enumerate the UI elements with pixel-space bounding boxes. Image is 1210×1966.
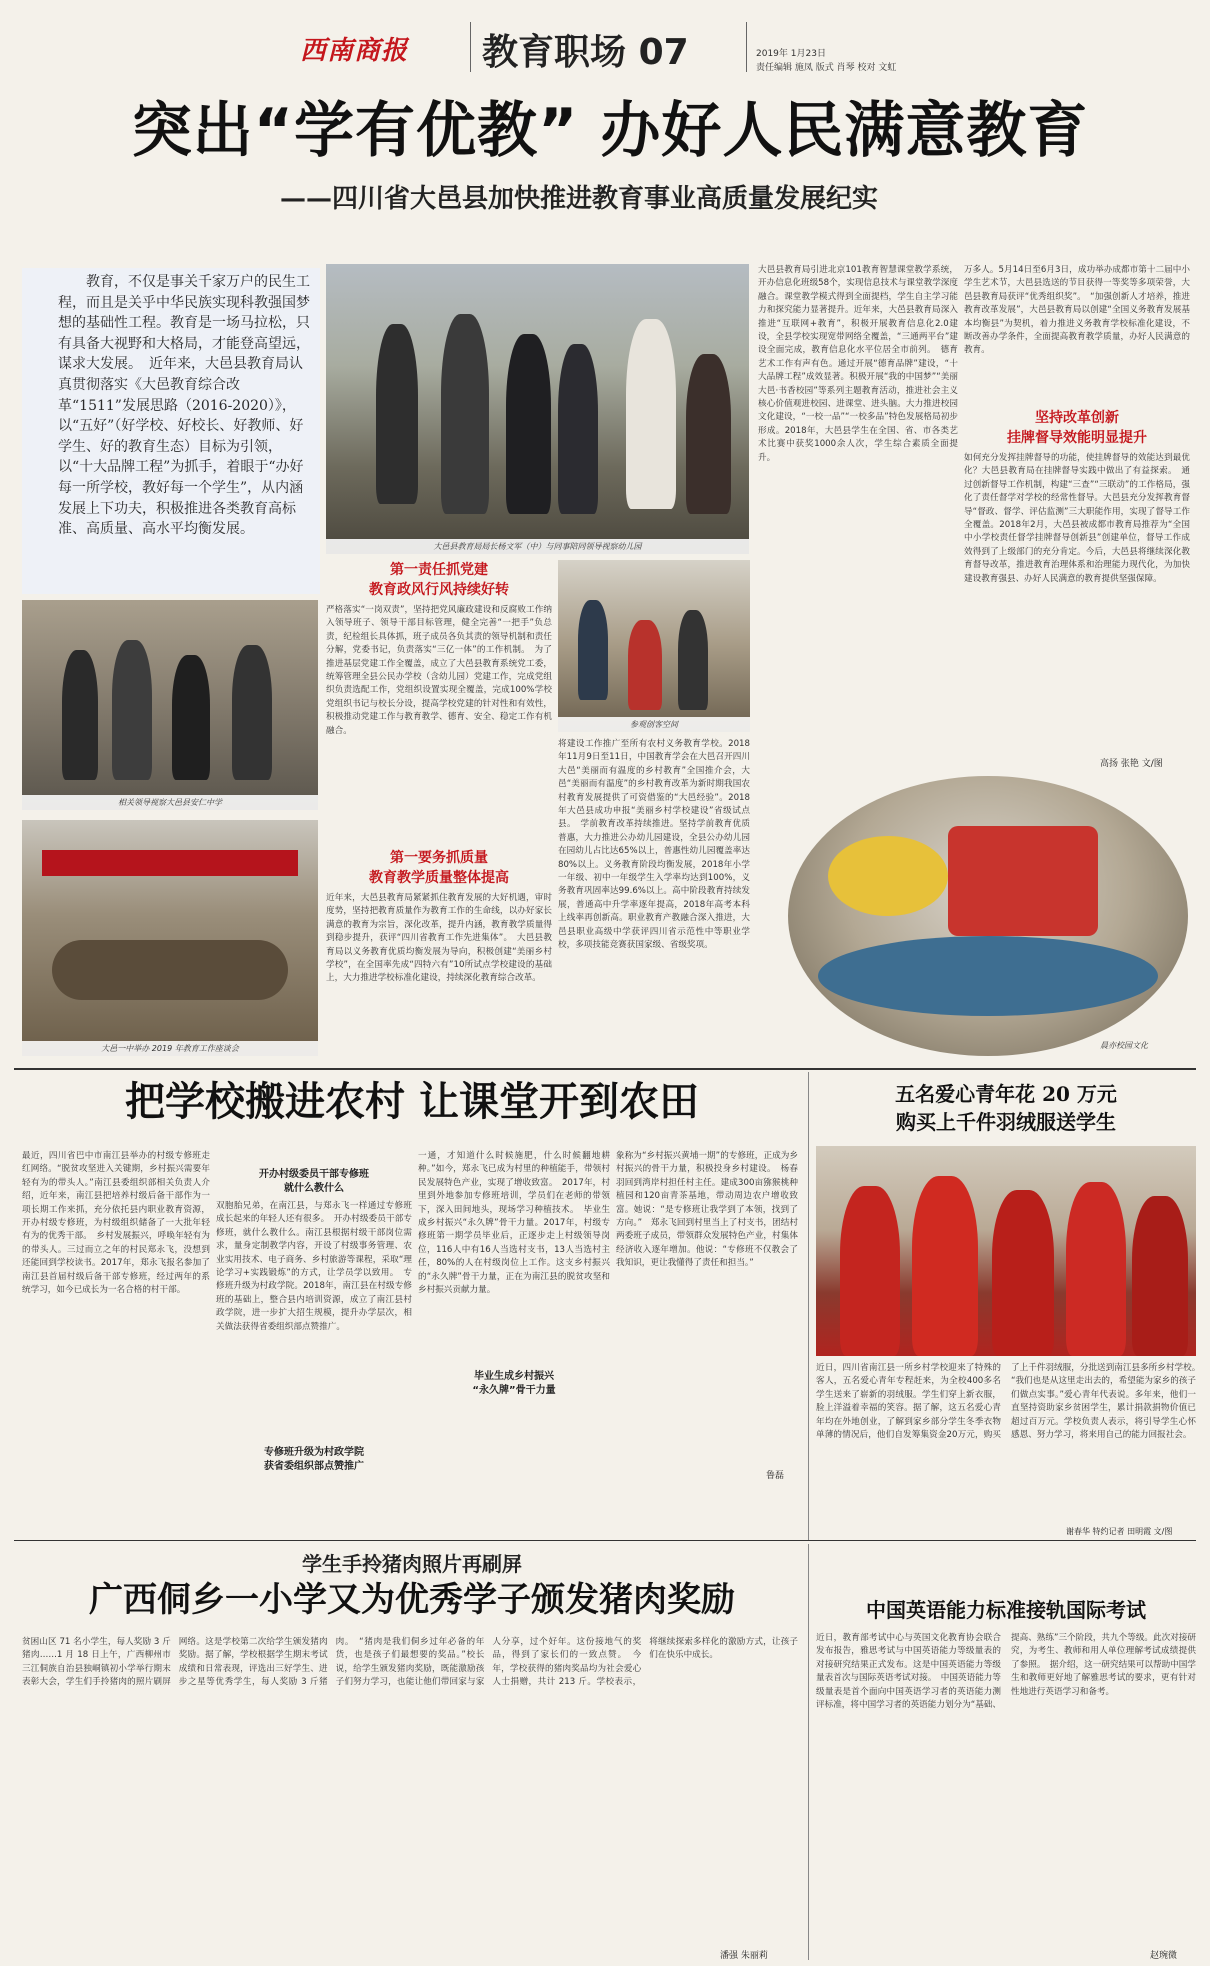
lead-column-4: 大邑县教育局引进北京101教育智慧课堂教学系统，开办信息化班级58个，实现信息技术与课堂教学深度融合。课堂教学模式得到全面提档，学生自主学习能力和探究能力显著提升。近年来，大邑县教育局深入推进“互联网+教育”，积极开展教育信息化2.0建设，全县学校实现宽带网络全覆盖，“三通两平台”建设全面完成，教育信息化水平位居全市前列。 德育艺术工作有声有色。通过开展“德育品牌”建设，“十大品牌工程”成效显著。积极开展“我的中国梦”“美丽大邑·书香校园”等系列主题教育活动，推进社会主义核心价值观进校园、进课堂、进头脑。大力推进校园文化建设，“一校一品”“一校多品”特色发展格局初步形成。2018年，大邑县学生在全国、省、市各类艺术比赛中获奖1000余人次，学生综合素质全面提升。	[758, 265, 958, 463]
story2-column-3b	[418, 1402, 610, 1478]
masthead	[0, 0, 1210, 78]
photo-caption: 大邑县教育局局长杨文军（中）与同事陪同领导视察幼儿园	[326, 539, 749, 554]
page-number: 07	[638, 32, 689, 73]
story4-byline: 潘强 朱丽莉	[720, 1951, 768, 1961]
lead-headline: 突出“学有优教” 办好人民满意教育	[131, 96, 1089, 166]
story2-column-3: 一通，才知道什么时候施肥，什么时候翻地耕种。”如今，郑永飞已成为村里的种植能手，带领村民发展特色产业，实现了增收致富。 2017年，村里到外地参加专修班培训，学员们在老师的带领下，深入田间地头，现场学习种植技术。 毕业生成乡村振兴“永久牌”骨干力量。2017年，村级专修班第一期学员毕业后，正逐步走上村级领导岗位，116人中有16人当选村支书，13人当选村主任，80%的人在村级岗位上工作。这支乡村振兴的“永久牌”骨干力量，正在为南江县的脱贫攻坚和乡村振兴贡献力量。	[418, 1151, 610, 1296]
lead-column-2b: 近年来，大邑县教育局紧紧抓住教育发展的大好机遇，审时度势，坚持把教育质量作为教育工作的生命线，以办好家长满意的教育为宗旨，深化改革，提升内涵，教育教学质量得到稳步提升，获评“四川省教育工作先进集体”。 大邑县教育局以义务教育优质均衡发展为导向，积极创建“美丽乡村学校”，在全国率先成“四特六有”10所试点学校建设的基础上，大力推进学校标准化建设，持续深化教育综合改革。	[326, 893, 552, 984]
story2-column-2: 双胞胎兄弟，在南江县，与郑永飞一样通过专修班成长起来的年轻人还有很多。 开办村级委员干部专修班，就什么教什么。南江县根据村级干部岗位需求，量身定制教学内容，开设了村级事务管理、农业实用技术、电子商务、乡村旅游等课程，采取“理论学习+实践锻炼”的方式，让学员学以致用。 专修班升级为村政学院。2018年，南江县在村级专修班的基础上，整合县内培训资源，成立了南江县村政学院，进一步扩大招生规模，提升办学层次，相关做法获得省委组织部点赞推广。	[216, 1201, 412, 1332]
story4-kicker: 学生手拎猪肉照片再刷屏	[302, 1552, 522, 1576]
section-name: 教育职场	[482, 31, 627, 73]
story2-byline: 鲁磊	[766, 1471, 785, 1481]
story5-headline: 中国英语能力标准接轨国际考试	[866, 1598, 1146, 1622]
lead-column-3: 将建设工作推广至所有农村义务教育学校。2018年11月9日至11日，中国教育学会在大邑召开四川大邑“美丽而有温度的乡村教育”全国推介会，大邑“美丽而有温度”的乡村教育改革为新时期我国农村教育发展提供了可资借鉴的“大邑经验”。2018年大邑县成功申报“美丽乡村学校建设”省级试点县。 学前教育改革持续推进。坚持学前教育优质普惠，大力推进公办幼儿园建设，全县公办幼儿园在园幼儿占比达65%以上，普惠性幼儿园覆盖率达80%以上。义务教育阶段均衡发展，2018年小学一年级、初中一年级学生入学率均达到100%，义务教育巩固率达99.6%以上。高中阶段教育持续发展，普通高中升学率逐年提高，2018年高考本科上线率再创新高。职业教育产教融合深入推进，大邑县职业高级中学获评四川省示范性中等职业学校，多项技能竞赛获国家级、省级奖项。	[558, 739, 750, 951]
story3-body: 近日，四川省南江县一所乡村学校迎来了特殊的客人，五名爱心青年专程赶来，为全校400多名学生送来了崭新的羽绒服。学生们穿上新衣服，脸上洋溢着幸福的笑容。据了解，这五名爱心青年均在外地创业，了解到家乡部分学生冬季衣物单薄的情况后，他们自发筹集资金20万元，购买了上千件羽绒服，分批送到南江县多所乡村学校。 “我们也是从这里走出去的，希望能为家乡的孩子们做点实事。”爱心青年代表说。多年来，他们一直坚持资助家乡贫困学生，累计捐款捐物价值已超过百万元。学校负责人表示，将引导学生心怀感恩、努力学习，将来用自己的能力回报社会。	[816, 1363, 1205, 1441]
subheading-reform: 坚持改革创新 挂牌督导效能明显提升	[1007, 410, 1147, 446]
issue-date: 2019年 1月23日	[756, 49, 826, 59]
photo-caption-campus: 晨亦校园文化	[1100, 1041, 1148, 1050]
lead-column-5a: 万多人。5月14日至6月3日，成功举办成都市第十二届中小学生艺术节，大邑县选送的节目获得一等奖等多项荣誉，大邑县教育局获评“优秀组织奖”。 “加强创新人才培养，推进教育改革发展”，大邑县教育局以创建“全国义务教育发展基本均衡县”为契机，着力推进义务教育学校标准化建设，不断改善办学条件，全面提高教育教学质量，办好人民满意的教育。	[964, 265, 1190, 356]
subheading-quality: 第一要务抓质量 教育教学质量整体提高	[369, 850, 509, 886]
story5-body: 近日，教育部考试中心与英国文化教育协会联合发布报告，雅思考试与中国英语能力等级量表的对接研究结果正式发布。这是中国英语能力等级量表首次与国际英语考试对接。 中国英语能力等级量表是首个面向中国英语学习者的英语能力测评标准，将中国学习者的英语能力划分为“基础、提高、熟练”三个阶段，共九个等级。此次对接研究，为考生、教师和用人单位理解考试成绩提供了参照。 据介绍，这一研究结果可以帮助中国学生和教师更好地了解雅思考试的要求，更有针对性地进行英语学习和备考。	[816, 1633, 1196, 1711]
story2-headline: 把学校搬进农村 让课堂开到农田	[125, 1078, 699, 1125]
photo-caption: 参观创客空间	[558, 717, 750, 732]
story2-column-4: 象称为“乡村振兴黄埔一期”的专修班，正成为乡村振兴的骨干力量，积极投身乡村建设。 杨春羽回到湾岸村担任村主任。建成300亩猕猴桃种植园和120亩青茶基地，带动周边农户增收致富。她说：“是专修班让我学到了本领，找到了方向。” 郑永飞回到村里当上了村支书，团结村两委班子成员，带领群众发展特色产业，村集体经济收入逐年增加。他说：“专修班不仅教会了我知识，更让我懂得了责任和担当。”	[616, 1151, 798, 1269]
story2-subheading-b: 开办村级委员干部专修班 就什么教什么	[259, 1169, 369, 1194]
subheading-party-building: 第一责任抓党建 教育政风行风持续好转	[369, 562, 509, 598]
photo-campus-culture	[788, 776, 1188, 1056]
story2-column-1: 最近，四川省巴中市南江县举办的村级专修班走红网络。“脱贫攻坚进入关键期，乡村振兴需要年轻有为的带头人。”南江县委组织部相关负责人介绍，近年来，南江县把培养村级后备干部作为一项长期工作来抓，充分依托县内职业教育资源，开办村级专修班，为村级组织储备了一大批年轻有为的优秀干部。 乡村发展振兴，呼唤年轻有为的带头人。三过而立之年的村民郑永飞，没想到还能回到学校读书。2017年，郑永飞报名参加了南江县首届村级后备干部专修班，经过两年的系统学习，如今已成长为一名合格的村干部。	[22, 1151, 210, 1296]
story3-headline: 五名爱心青年花 20 万元 购买上千件羽绒服送学生	[895, 1082, 1117, 1134]
newspaper-logo: 西南商报	[300, 36, 409, 66]
story3-byline: 谢春华 特约记者 田明霞 文/图	[1066, 1527, 1173, 1536]
story2-subheading-d: 毕业生成乡村振兴 “永久牌”骨干力量	[472, 1371, 556, 1396]
photo-maker-space	[558, 560, 750, 732]
photo-meeting	[22, 820, 318, 1056]
lead-byline: 高扬 张艳 文/图	[1100, 759, 1163, 769]
photo-caption: 大邑一中举办 2019 年教育工作座谈会	[22, 1041, 318, 1056]
photo-caption: 相关领导视察大邑县安仁中学	[22, 795, 318, 810]
lead-column-2a: 严格落实“一岗双责”，坚持把党风廉政建设和反腐败工作纳入领导班子、领导干部目标管理，健全完善“一把手”负总责，纪检组长具体抓，班子成员各负其责的领导机制和责任分解，党委书记，负责落实“三亿一体”的工作机制。 为了推进基层党建工作全覆盖，成立了大邑县教育系统党工委，统筹管理全县公民办学校（含幼儿园）党建工作，完成党组织负责选配工作，党组织设置实现全覆盖，完成100%学校党组织书记与校长分设，提高学校党建的针对性和有效性，积极推动党建工作与教育教学、德育、安全、稳定工作有机融合。	[326, 605, 552, 736]
lead-intro-text: 教育，不仅是事关千家万户的民生工程，而且是关乎中华民族实现科教强国梦想的基础性工程。教育是一场马拉松，只有具备大视野和大格局，才能登高望远，谋求大发展。 近年来，大邑县教育局认真贯彻落实《大邑教育综合改革“1511”发展思路（2016-2020）》，以“五好”（好学校、好校长、好教师、好学生、好的教育生态）目标为引领，以“十大品牌工程”为抓手，着眼于“办好每一所学校，教好每一个学生”，从内涵发展上下功夫，积极推进各类教育高标准、高质量、高水平均衡发展。	[58, 274, 310, 538]
photo-students-coats	[816, 1146, 1196, 1356]
photo-inspection-school	[22, 600, 318, 810]
story4-body: 贫困山区 71 名小学生，每人奖励 3 斤猪肉……1 月 18 日上午，广西柳州市三江侗族自治县独峒镇初小学举行期末表彰大会，学生们手拎猪肉的照片刷屏网络。这是学校第二次给学生颁发猪肉奖励。据了解，学校根据学生期末考试成绩和日常表现，评选出三好学生、进步之星等优秀学生，每人奖励 3 斤猪肉。 “猪肉是我们侗乡过年必备的年货，也是孩子们最想要的奖品。”校长说，给学生颁发猪肉奖励，既能激励孩子们努力学习，也能让他们带回家与家人分享，过个好年。这份接地气的奖品，得到了家长们的一致点赞。 今年，学校获得的猪肉奖品均为社会爱心人士捐赠，共计 213 斤。学校表示，将继续探索多样化的激励方式，让孩子们在快乐中成长。	[22, 1637, 798, 1688]
lead-subheadline: ——四川省大邑县加快推进教育事业高质量发展纪实	[280, 184, 879, 214]
photo-officials-visit	[326, 264, 749, 554]
editor-credits: 责任编辑 施凤 版式 肖琴 校对 文虹	[756, 63, 897, 73]
story5-byline: 赵琬微	[1150, 1951, 1178, 1961]
lead-intro	[22, 268, 320, 594]
story2-subheading-c: 专修班升级为村政学院 获省委组织部点赞推广	[264, 1447, 364, 1472]
section-title	[482, 24, 689, 75]
lead-column-5b: 如何充分发挥挂牌督导的功能，使挂牌督导的效能达到最优化？大邑县教育局在挂牌督导实践中做出了有益探索。 通过创新督导工作机制，构建“三查”“三联动”的工作格局，强化了责任督学对学校的经常性督导。大邑县充分发挥教育督导“督政、督学、评估监测”三大职能作用，实现了督导工作全覆盖。2018年2月，大邑县被成都市教育局推荐为“全国中小学校责任督学挂牌督导创新县”创建单位，督导工作成效得到了上级部门的充分肯定。今后，大邑县将继续深化教育督导改革，推进教育治理体系和治理能力现代化，为加快建设教育强县、办好人民满意的教育提供坚强保障。	[964, 453, 1190, 584]
story4-headline: 广西侗乡一小学又为优秀学子颁发猪肉奖励	[89, 1580, 735, 1620]
